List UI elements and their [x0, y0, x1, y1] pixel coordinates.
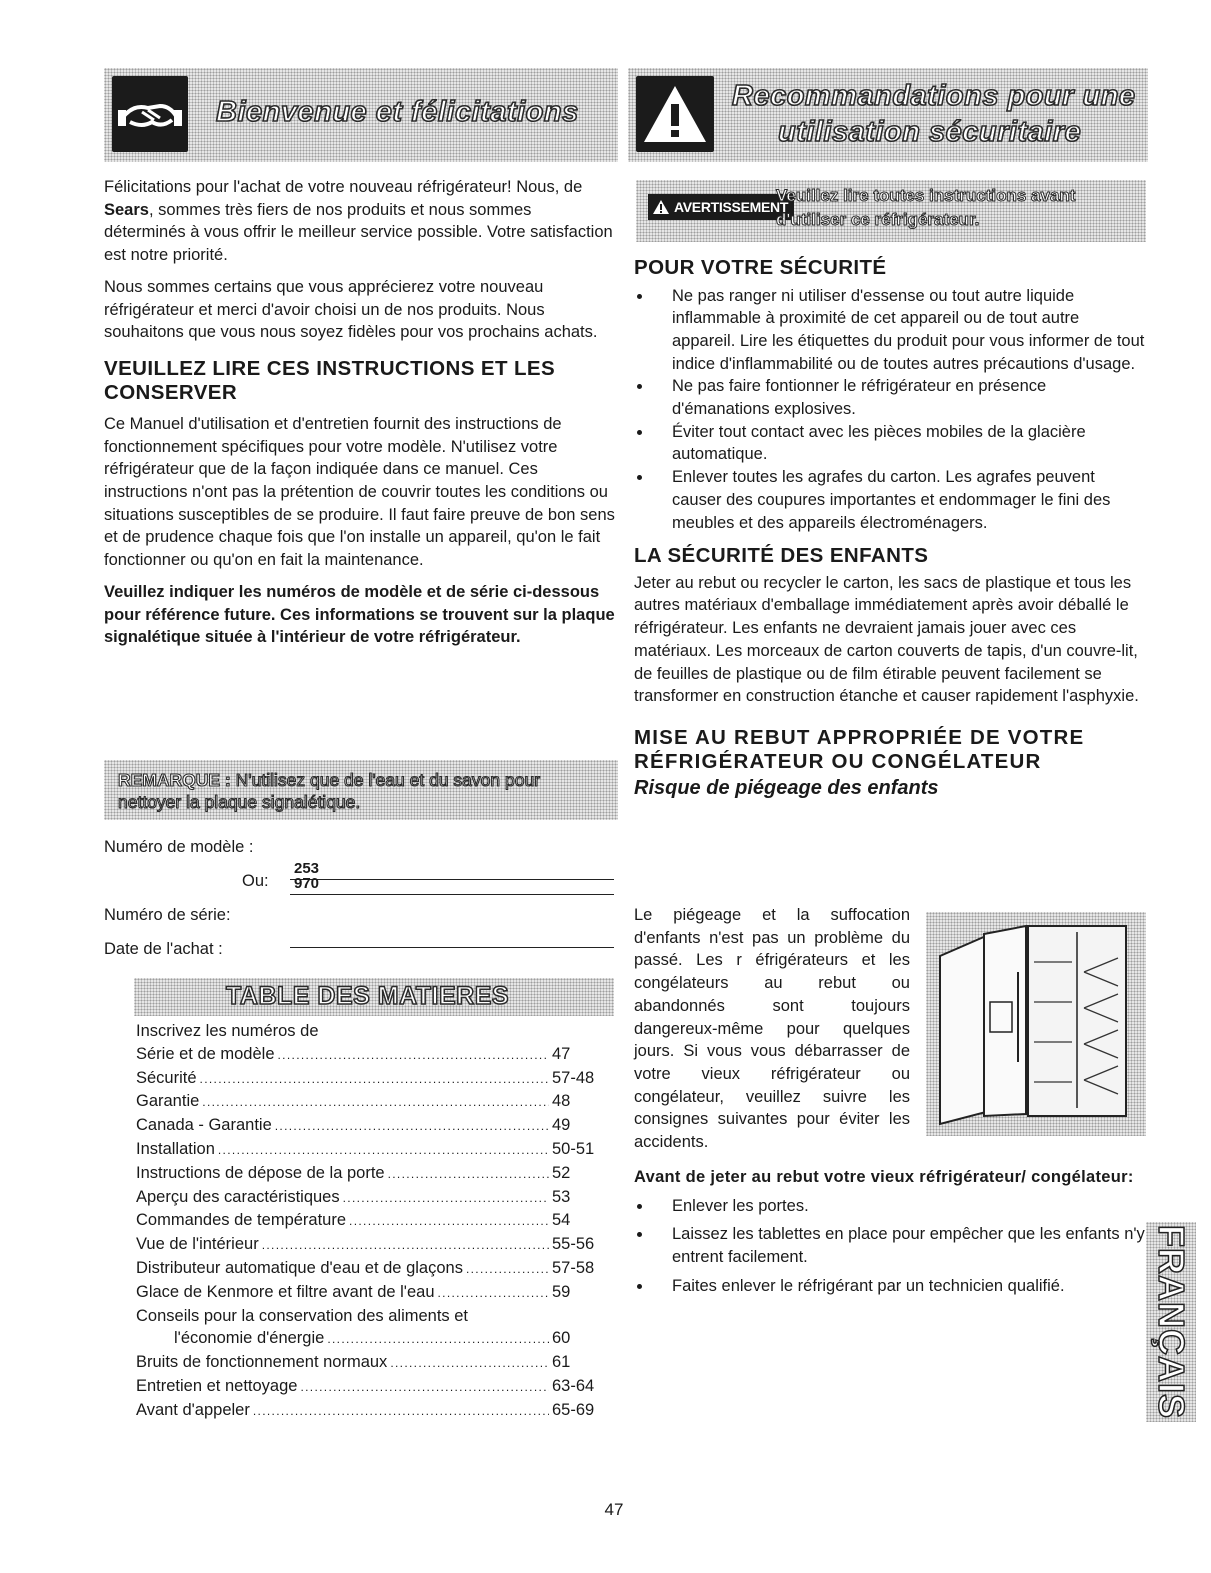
toc-entry-label: Série et de modèle: [136, 1044, 275, 1063]
remarque-text: REMARQUE : N'utilisez que de l'eau et du savon pour nettoyer la plaque signalétique.: [118, 770, 541, 812]
bullet-item: Laissez les tablettes en place pour empêcher que les enfants n'y entrent facilement.: [634, 1223, 1146, 1268]
warning-line-2: d'utiliser ce réfrigérateur.: [776, 210, 980, 229]
alt-model-row: [104, 872, 614, 896]
toc-leader-dots: [200, 1068, 549, 1091]
page-number: 47: [604, 1500, 624, 1519]
warning-badge: AVERTISSEMENT: [648, 194, 794, 220]
toc-entry[interactable]: [136, 1351, 600, 1375]
toc-list: [136, 1020, 600, 1423]
purchase-date-row: [104, 940, 614, 964]
alt-model-field[interactable]: [290, 872, 614, 895]
model-number-row: [104, 838, 614, 877]
securite-heading: POUR VOTRE SÉCURITÉ: [634, 256, 887, 279]
warning-box: [636, 180, 1146, 242]
handshake-icon: [112, 76, 188, 152]
toc-leader-dots: [388, 1163, 549, 1186]
safety-banner-title-line2: utilisation sécuritaire: [778, 116, 1082, 148]
welcome-banner: [104, 68, 618, 162]
toc-entry[interactable]: [136, 1138, 600, 1162]
brand-name: Sears: [104, 200, 149, 219]
rebut-heading: MISE AU REBUT APPROPRIÉE DE VOTRE RÉFRIGÉRATEUR OU CONGÉLATEUR: [634, 725, 1085, 774]
toc-leader-dots: [218, 1139, 549, 1162]
right-column: [634, 256, 1146, 801]
toc-entry-page: 47: [552, 1044, 571, 1063]
remarque-box: [104, 760, 618, 820]
bullet-item: Éviter tout contact avec les pièces mobiles de la glacière automatique.: [634, 421, 1146, 466]
safety-banner: [628, 68, 1148, 162]
toc-entry-label: Sécurité: [136, 1068, 197, 1087]
toc-entry-label: Instructions de dépose de la porte: [136, 1163, 385, 1182]
bullet-item: Enlever les portes.: [634, 1195, 1146, 1218]
toc-entry-page: 55-56: [552, 1235, 595, 1254]
toc-intro: Inscrivez les numéros de: [136, 1022, 319, 1040]
toc-entry-page: 63-64: [552, 1376, 595, 1395]
alt-model-value: 970: [294, 875, 320, 892]
serial-number-label: Numéro de série:: [104, 906, 231, 924]
toc-entry[interactable]: [136, 1399, 600, 1423]
toc-leader-dots: [278, 1044, 549, 1067]
toc-entry-page: 49: [552, 1116, 571, 1135]
toc-entry-label: Glace de Kenmore et filtre avant de l'eau: [136, 1282, 435, 1301]
toc-entry-page: 53: [552, 1187, 571, 1206]
instructions-paragraph: Ce Manuel d'utilisation et d'entretien fournit des instructions de fonctionnement spécifiques pour votre modèle. N'utilisez votre réfrigérateur que de la façon indiquée dans ce manuel. Ces instructions n'ont pas la prétention de couvrir toutes les conditions ou situations susceptibles de se produire. Il faut faire preuve de bon sens et de prudence chaque fois que l'on installe un appareil, qu'on le fait fonctionner ou qu'on en fait la maintenance.: [104, 414, 615, 570]
toc-entry-conseils-line1: Conseils pour la conservation des aliments et: [136, 1306, 469, 1325]
bullet-item: Ne pas faire fontionner le réfrigérateur en présence d'émanations explosives.: [634, 375, 1146, 420]
toc-entry[interactable]: [136, 1043, 600, 1067]
toc-entry-label: Commandes de température: [136, 1211, 347, 1230]
toc-entry[interactable]: [136, 1257, 600, 1281]
toc-leader-dots: [349, 1210, 549, 1233]
toc-entry-label: Entretien et nettoyage: [136, 1376, 298, 1395]
toc-entry[interactable]: [136, 1281, 600, 1305]
toc-entry-label: Bruits de fonctionnement normaux: [136, 1353, 388, 1372]
remarque-label: REMARQUE :: [118, 770, 231, 790]
bullet-item: Enlever toutes les agrafes du carton. Les agrafes peuvent causer des coupures importantes et endommager le fini des meubles et des appareils électroménagers.: [634, 466, 1146, 534]
instructions-heading: VEUILLEZ LIRE CES INSTRUCTIONS ET LES CONSERVER: [104, 356, 556, 405]
enfants-heading: LA SÉCURITÉ DES ENFANTS: [634, 544, 929, 568]
toc-leader-dots: [253, 1400, 549, 1423]
toc-entry[interactable]: [136, 1209, 600, 1233]
toc-entry-label: Avant d'appeler: [136, 1400, 250, 1419]
toc-entry-page: 59: [552, 1282, 571, 1301]
toc-entry[interactable]: [136, 1114, 600, 1138]
toc-leader-dots: [300, 1376, 549, 1399]
warning-triangle-icon: [636, 76, 714, 152]
toc-entry-conseils[interactable]: l'économie d'énergie . . . 60: [136, 1327, 600, 1351]
toc-entry[interactable]: [136, 1186, 600, 1210]
bullet-item: Faites enlever le réfrigérant par un technicien qualifié.: [634, 1275, 1146, 1298]
rebut-continued: [634, 1166, 1146, 1298]
alt-model-label: Ou:: [242, 872, 269, 890]
bullet-item: Ne pas ranger ni utiliser d'essense ou tout autre liquide inflammable à proximité de cet appareil ou de tout autre appareil. Lire les étiquettes du produit pour vous informer de tout indice d'inflammabilité ou de toutes autres précautions d'usage.: [634, 285, 1146, 376]
toc-entry-page: 57-58: [552, 1258, 595, 1277]
toc-leader-dots: [275, 1115, 549, 1138]
toc-entry-page: 50-51: [552, 1139, 595, 1158]
language-tab: [1146, 1222, 1196, 1422]
toc-leader-dots: [202, 1091, 549, 1114]
toc-entry-page: 54: [552, 1211, 571, 1230]
toc-entry-label: Distributeur automatique d'eau et de glaçons: [136, 1258, 463, 1277]
model-number-value: 253: [294, 860, 320, 877]
rebut-list: [634, 1195, 1146, 1298]
safety-banner-title-line1: Recommandations pour une: [732, 80, 1136, 112]
language-tab-label: FRANÇAIS: [1151, 1225, 1192, 1419]
toc-heading: TABLE DES MATIERES: [226, 982, 510, 1010]
toc-entry-page: 48: [552, 1092, 571, 1111]
toc-leader-dots: [438, 1282, 550, 1305]
toc-leader-dots: [390, 1352, 549, 1375]
toc-entry-label: Canada - Garantie: [136, 1116, 272, 1135]
warning-small-icon: [652, 199, 670, 215]
serial-number-row: [104, 906, 614, 930]
rebut-paragraph-wrap: [634, 904, 910, 1154]
record-numbers-note: Veuillez indiquer les numéros de modèle et de série ci-dessous pour référence future. Ces informations se trouvent sur la plaque signalétique située à l'intérieur de votre réfrigérateur.: [104, 582, 615, 647]
toc-entry-page: 61: [552, 1353, 571, 1372]
toc-entry[interactable]: [136, 1375, 600, 1399]
securite-list: [634, 285, 1146, 535]
toc-entry[interactable]: [136, 1067, 600, 1091]
welcome-banner-title: Bienvenue et félicitations: [216, 96, 579, 128]
toc-leader-dots: [466, 1258, 549, 1281]
refrigerator-illustration: [926, 912, 1146, 1136]
toc-leader-dots: [262, 1234, 549, 1257]
toc-entry[interactable]: [136, 1162, 600, 1186]
left-column: [104, 176, 616, 649]
welcome-paragraph-1: Félicitations pour l'achat de votre nouveau réfrigérateur! Nous, de Sears, sommes très fiers de nos produits et nous sommes déterminés à vous offrir le meilleur service possible. Votre satisfaction est notre priorité.: [104, 178, 613, 265]
toc-entry-label: Installation: [136, 1139, 215, 1158]
rebut-paragraph: Le piégeage et la suffocation d'enfants n'est pas un problème du passé. Les r éfrigérateurs et les congélateurs au rebut ou abandonnés sont toujours dangereux-même pour quelques jours. Si vous vous débarrasser de votre vieux réfrigérateur ou congélateur, veuillez suivre les consignes suivantes pour éviter les accidents.: [634, 906, 910, 1152]
avant-heading: Avant de jeter au rebut votre vieux réfrigérateur/ congélateur:: [634, 1168, 1134, 1186]
purchase-date-label: Date de l'achat :: [104, 940, 223, 958]
toc-entry-page: 65-69: [552, 1400, 595, 1419]
toc-entry[interactable]: [136, 1090, 600, 1114]
toc-entry[interactable]: [136, 1233, 600, 1257]
toc-banner: [134, 978, 614, 1016]
warning-line-1: Veuillez lire toutes instructions avant: [776, 186, 1076, 205]
welcome-paragraph-2: Nous sommes certains que vous apprécierez votre nouveau réfrigérateur et merci d'avoir choisi un de nos produits. Nous souhaitons que vous nous soyez fidèles pour vos prochains achats.: [104, 277, 598, 342]
model-number-label: Numéro de modèle :: [104, 838, 254, 856]
toc-entry-page: 52: [552, 1163, 571, 1182]
enfants-paragraph: Jeter au rebut ou recycler le carton, les sacs de plastique et tous les autres matériaux d'emballage immédiatement après avoir déballé le réfrigérateur. Les enfants ne devraient jamais jouer avec ces matériaux. Les morceaux de carton couverts de tapis, d'un couvre-lit, de feuilles de plastique ou de film étirable peuvent facilement se transformer en construction étanche et causer rapidement l'asphyxie.: [634, 573, 1139, 706]
toc-entry-label: Garantie: [136, 1092, 200, 1111]
toc-entry-label: Aperçu des caractéristiques: [136, 1187, 340, 1206]
rebut-subheading: Risque de piégeage des enfants: [634, 776, 939, 799]
toc-entry-label: Vue de l'intérieur: [136, 1235, 259, 1254]
toc-entry-page: 57-48: [552, 1068, 595, 1087]
toc-leader-dots: [343, 1187, 549, 1210]
